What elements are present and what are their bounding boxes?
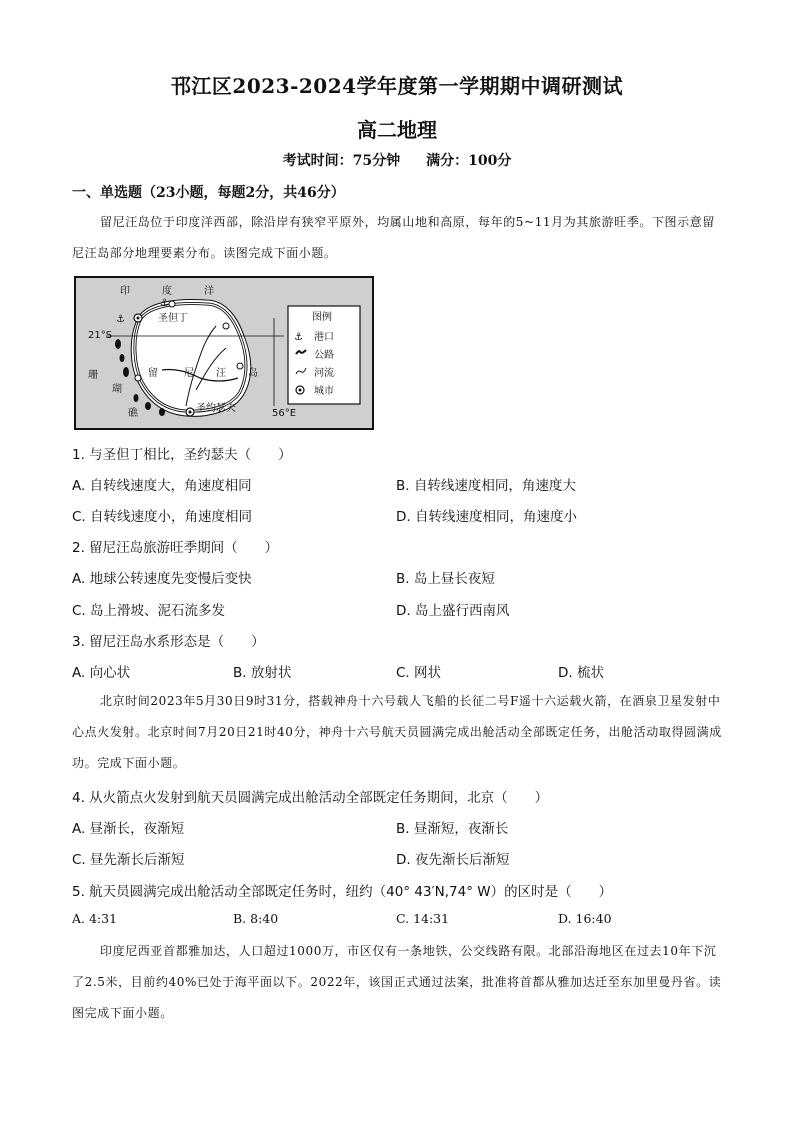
question-1: 1. 与圣但丁相比，圣约瑟夫（ ） [72, 447, 292, 463]
ocean-char-3: 洋 [204, 286, 214, 297]
city-south-label: 圣约瑟夫 [196, 403, 236, 414]
legend-city: 城市 [314, 386, 334, 397]
lon-label: 56°E [272, 408, 297, 419]
legend-road: 公路 [314, 350, 334, 361]
q2-option-b[interactable]: B. 岛上昼长夜短 [396, 571, 495, 587]
question-4: 4. 从火箭点火发射到航天员圆满完成出舱活动全部既定任务期间，北京（ ） [72, 790, 549, 806]
question-3: 3. 留尼汪岛水系形态是（ ） [72, 634, 265, 650]
q2-option-c[interactable]: C. 岛上滑坡、泥石流多发 [72, 603, 226, 619]
reunion-map-svg [76, 278, 372, 428]
ocean-char-1: 印 [120, 286, 130, 297]
city-north-label: 圣但丁 [158, 313, 188, 324]
legend-port: 港口 [314, 332, 334, 343]
port-icon: ⚓ [160, 298, 169, 309]
q4-option-b[interactable]: B. 昼渐短，夜渐长 [396, 821, 509, 837]
q3-option-a[interactable]: A. 向心状 [72, 665, 131, 681]
island-char-4: 岛 [248, 368, 258, 379]
legend-title: 图例 [312, 312, 332, 323]
reunion-map [74, 276, 374, 430]
q1-option-b[interactable]: B. 自转线速度相同，角速度大 [396, 478, 576, 494]
q1-option-d[interactable]: D. 自转线速度相同，角速度小 [396, 509, 577, 525]
q4-option-c[interactable]: C. 昼先渐长后渐短 [72, 852, 185, 868]
q3-option-d[interactable]: D. 梳状 [558, 665, 604, 681]
port-icon: ⚓ [116, 314, 125, 325]
exam-title: 邗江区2023-2024学年度第一学期期中调研测试 [170, 74, 624, 98]
reef-char-3: 礁 [128, 408, 138, 419]
city-marker [169, 301, 175, 307]
q3-option-c[interactable]: C. 网状 [396, 665, 442, 681]
q5-option-c[interactable]: C. 14:31 [396, 911, 450, 926]
q5-option-d[interactable]: D. 16:40 [558, 911, 612, 926]
q1-option-c[interactable]: C. 自转线速度小，角速度相同 [72, 509, 253, 525]
lat-label: 21°S [88, 330, 113, 341]
q4-option-d[interactable]: D. 夜先渐长后渐短 [396, 852, 510, 868]
reef-char-1: 珊 [88, 370, 98, 381]
city-marker [135, 375, 141, 381]
island-char-2: 尼 [184, 368, 194, 379]
exam-score: 满分：100分 [426, 153, 512, 169]
q5-option-b[interactable]: B. 8:40 [233, 911, 279, 926]
ocean-char-2: 度 [162, 286, 172, 297]
city-marker [237, 363, 243, 369]
city-marker [223, 323, 229, 329]
passage-shenzhou: 北京时间2023年5月30日9时31分，搭载神舟十六号载人飞船的长征二号F遥十六运载火箭，在酒泉卫星发射中心点火发射。北京时间7月20日21时40分，神舟十六号航天员圆满完成出舱活动全部既定任务，出舱活动取得圆满成功。完成下面小题。 [72, 694, 722, 770]
section-heading: 一、单选题（23小题，每题2分，共46分） [72, 185, 345, 201]
question-2: 2. 留尼汪岛旅游旺季期间（ ） [72, 540, 279, 556]
q1-option-a[interactable]: A. 自转线速度大，角速度相同 [72, 478, 252, 494]
legend-river: 河流 [314, 368, 334, 379]
island-char-3: 汪 [216, 368, 226, 379]
passage-reunion: 留尼汪岛位于印度洋西部，除沿岸有狭窄平原外，均属山地和高原，每年的5~11月为其旅游旺季。下图示意留尼汪岛部分地理要素分布。读图完成下面小题。 [72, 215, 715, 260]
port-icon: ⚓ [294, 332, 303, 343]
q2-option-a[interactable]: A. 地球公转速度先变慢后变快 [72, 571, 252, 587]
reef-char-2: 瑚 [112, 384, 122, 395]
exam-time: 考试时间：75分钟 [282, 153, 401, 169]
island-char-1: 留 [148, 368, 158, 379]
q2-option-d[interactable]: D. 岛上盛行西南风 [396, 603, 510, 619]
q5-option-a[interactable]: A. 4:31 [72, 911, 118, 926]
passage-jakarta: 印度尼西亚首都雅加达，人口超过1000万，市区仅有一条地铁，公交线路有限。北部沿海地区在过去10年下沉了2.5米，目前约40%已处于海平面以下。2022年，该国正式通过法案，批准将首都从雅加达迁至东加里曼丹省。读图完成下面小题。 [72, 944, 722, 1020]
exam-info [0, 150, 794, 170]
exam-subject: 高二地理 [357, 118, 437, 142]
q4-option-a[interactable]: A. 昼渐长，夜渐短 [72, 821, 185, 837]
q3-option-b[interactable]: B. 放射状 [233, 665, 292, 681]
question-5: 5. 航天员圆满完成出舱活动全部既定任务时，纽约（40° 43′N,74° W）的区时是（ ） [72, 884, 613, 900]
